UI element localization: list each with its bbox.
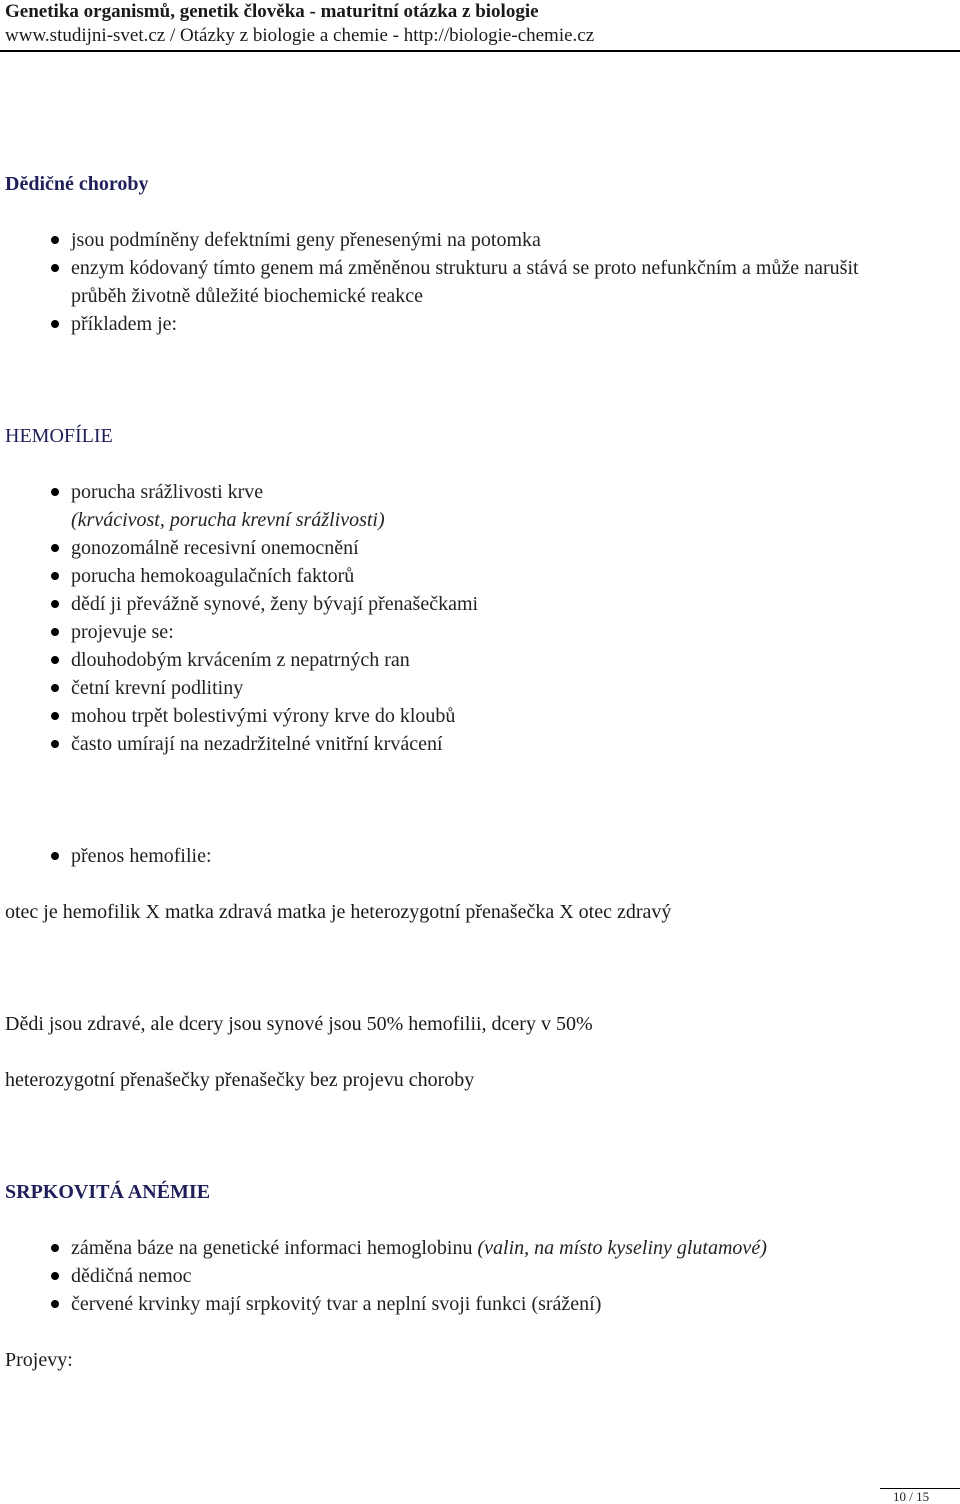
prenos-list xyxy=(0,842,212,870)
list-item xyxy=(0,842,212,870)
page-number: 10 / 15 xyxy=(893,1489,930,1504)
list-item-text: přenos hemofilie: xyxy=(71,845,212,867)
list-item-text: četní krevní podlitiny xyxy=(71,677,244,699)
list-item-text: projevuje se: xyxy=(71,621,174,643)
deti-paragraph-line-2: heterozygotní přenašečky přenašečky bez projevu choroby xyxy=(5,1069,475,1091)
list-item-text: enzym kódovaný tímto genem má změněnou strukturu a stává se proto nefunkčním a může narušit xyxy=(71,257,859,279)
list-item-text: (krvácivost, porucha krevní srážlivosti) xyxy=(71,509,385,531)
document-title: Genetika organismů, genetik člověka - maturitní otázka z biologie xyxy=(5,1,539,22)
section-heading-srpkovita-anemie: SRPKOVITÁ ANÉMIE xyxy=(5,1181,211,1203)
list-item xyxy=(0,590,478,618)
prenos-paragraph: otec je hemofilik X matka zdravá matka je heterozygotní přenašečka X otec zdravý xyxy=(5,901,672,923)
list-item-text: jsou podmíněny defektními geny přenesenými na potomka xyxy=(71,229,541,251)
srpkovita-anemie-list xyxy=(0,1234,767,1318)
list-item xyxy=(0,562,478,590)
list-item xyxy=(0,702,478,730)
list-item xyxy=(0,478,478,506)
list-item-text: porucha srážlivosti krve xyxy=(71,481,264,503)
list-item-text: záměna báze na genetické informaci hemoglobinu xyxy=(71,1237,478,1259)
list-item xyxy=(0,618,478,646)
list-item xyxy=(0,1290,767,1318)
list-item-continuation xyxy=(0,506,478,534)
header-divider xyxy=(0,50,960,52)
list-item-text: dědí ji převážně synové, ženy bývají přenašečkami xyxy=(71,593,479,615)
list-item-text: porucha hemokoagulačních faktorů xyxy=(71,565,355,587)
dedicne-choroby-list xyxy=(0,226,859,338)
list-item xyxy=(0,646,478,674)
list-item-text: příkladem je: xyxy=(71,313,178,335)
list-item xyxy=(0,310,859,338)
list-item-text: červené krvinky mají srpkovitý tvar a neplní svoji funkci (srážení) xyxy=(71,1293,602,1315)
list-item-text: dlouhodobým krvácením z nepatrných ran xyxy=(71,649,410,671)
list-item-italic-note: (valin, na místo kyseliny glutamové) xyxy=(477,1237,767,1259)
document-source-line: www.studijni-svet.cz / Otázky z biologie a chemie - http://biologie-chemie.cz xyxy=(5,25,595,46)
list-item xyxy=(0,730,478,758)
list-item xyxy=(0,254,859,282)
list-item-text: gonozomálně recesivní onemocnění xyxy=(71,537,359,559)
projevy-label: Projevy: xyxy=(5,1349,73,1371)
deti-paragraph-line-1: Dědi jsou zdravé, ale dcery jsou synové jsou 50% hemofilii, dcery v 50% xyxy=(5,1013,593,1035)
list-item xyxy=(0,674,478,702)
list-item xyxy=(0,226,859,254)
section-heading-hemofilie: HEMOFÍLIE xyxy=(5,425,113,447)
list-item-text: mohou trpět bolestivými výrony krve do kloubů xyxy=(71,705,456,727)
list-item xyxy=(0,1234,767,1262)
list-item-text: dědičná nemoc xyxy=(71,1265,192,1287)
list-item xyxy=(0,1262,767,1290)
hemofilie-list xyxy=(0,478,478,758)
list-item-text: často umírají na nezadržitelné vnitřní krvácení xyxy=(71,733,443,755)
list-item xyxy=(0,534,478,562)
page-header xyxy=(5,0,957,48)
section-heading-dedicne-choroby: Dědičné choroby xyxy=(5,173,149,195)
list-item-text: průběh životně důležité biochemické reakce xyxy=(71,285,424,307)
list-item-continuation xyxy=(0,282,859,310)
